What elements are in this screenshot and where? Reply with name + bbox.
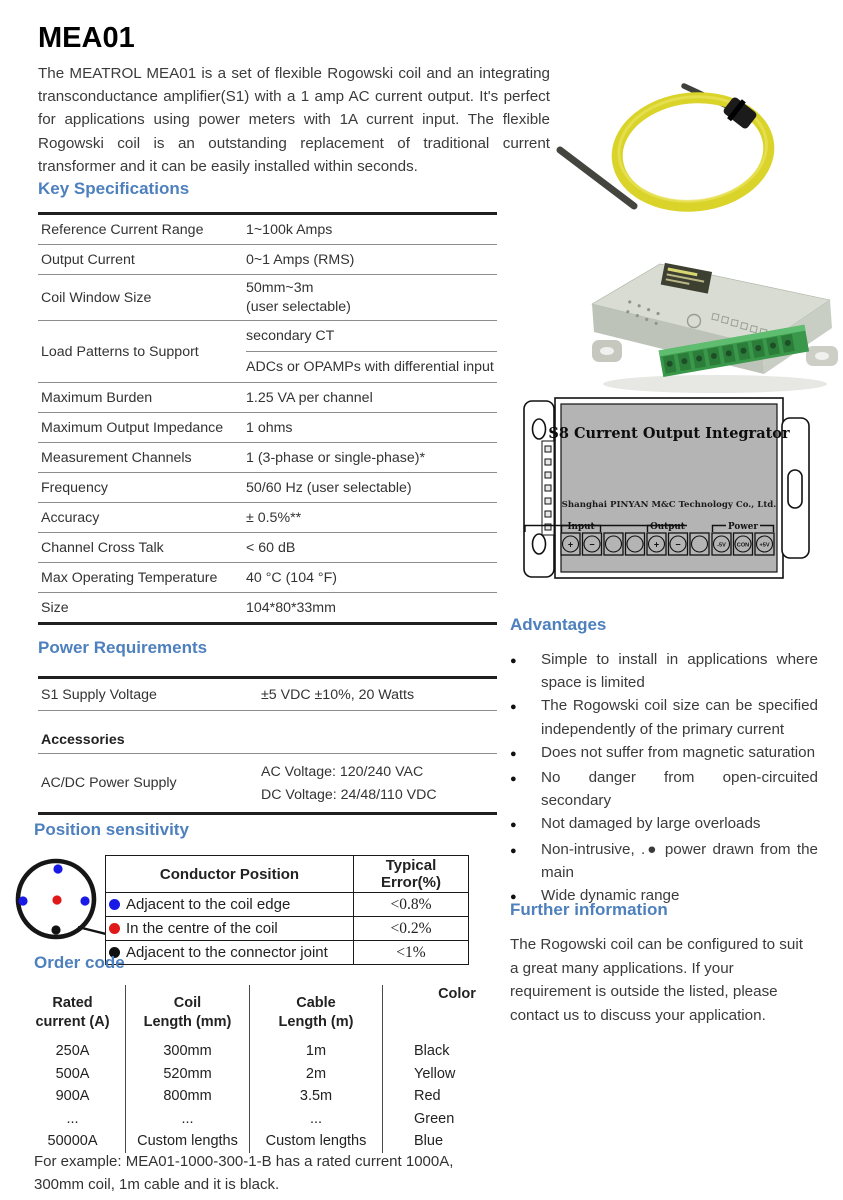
table-row [106, 917, 469, 941]
table-cell: 520mm [126, 1063, 250, 1086]
power-value-line: DC Voltage: 24/48/110 VDC [261, 786, 437, 803]
table-row [38, 215, 497, 245]
position-sensitivity-table [105, 855, 469, 965]
note-line: For example: MEA01-1000-300-1-B has a rated current 1000A, [34, 1153, 454, 1170]
black-dot-bottom [51, 925, 60, 934]
position-label: In the centre of the coil [106, 917, 354, 941]
table-cell: 500A [20, 1063, 126, 1086]
column-header: Coil Length (mm) [126, 985, 250, 1040]
blue-dot-right [80, 896, 89, 905]
red-dot-center [52, 895, 61, 904]
section-heading-advantages: Advantages [510, 615, 607, 634]
column-header: Typical Error(%) [354, 856, 469, 893]
blue-dot-icon [109, 899, 120, 910]
table-cell: Custom lengths [250, 1130, 383, 1153]
terminal-label: + [653, 539, 660, 550]
position-label: Adjacent to the connector joint [106, 941, 354, 965]
section-heading-further-information: Further information [510, 900, 668, 919]
spec-subvalue: secondary CT [246, 321, 497, 352]
table-row [38, 593, 497, 622]
spec-label: Maximum Output Impedance [41, 419, 224, 436]
further-information-paragraph: The Rogowski coil can be configured to suit a great many applications. If your requirement is outside the listed, please contact us to discuss your application. [510, 936, 803, 1024]
blue-dot-top [53, 864, 62, 873]
section-heading-power-requirements: Power Requirements [38, 638, 208, 657]
advantages-list [510, 648, 818, 909]
table-cell: 50000A [20, 1130, 126, 1153]
table-cell: ... [126, 1108, 250, 1131]
list-item: ● Non-intrusive, .● power drawn from the main [510, 838, 818, 884]
accessories-header: Accessories [38, 727, 497, 754]
table-row [38, 533, 497, 563]
table-row [38, 275, 497, 321]
bullet-icon: ● [510, 891, 517, 904]
spec-value-line: (user selectable) [246, 298, 351, 315]
note-line: 300mm coil, 1m cable and it is black. [34, 1176, 280, 1193]
table-cell: Black [414, 1043, 450, 1060]
list-item: ● The Rogowski coil size can be specified independently of the primary current [510, 694, 818, 740]
bullet-icon: ● [510, 655, 517, 667]
integrator-box-photo [590, 258, 840, 398]
power-label: AC/DC Power Supply [41, 775, 177, 791]
table-cell: 250A [20, 1040, 126, 1063]
table-row [106, 893, 469, 917]
section-heading-position-sensitivity: Position sensitivity [34, 820, 189, 839]
spec-value-line: 50mm~3m [246, 279, 314, 296]
table-row [38, 679, 497, 711]
table-row [38, 443, 497, 473]
table-row [38, 321, 497, 383]
terminal-label: − [589, 539, 595, 550]
blue-dot-left [18, 896, 27, 905]
spec-value: < 60 dB [246, 539, 296, 556]
output-group-label: Output [650, 522, 685, 532]
spec-label: Frequency [41, 479, 109, 496]
table-cell: 800mm [126, 1085, 250, 1108]
spec-value: ± 0.5%** [246, 509, 302, 526]
list-item: ● Simple to install in applications where space is limited [510, 648, 818, 694]
bullet-icon: ● [510, 747, 517, 760]
table-row [38, 413, 497, 443]
column-header: Conductor Position [106, 856, 354, 893]
table-cell: Yellow [414, 1065, 456, 1082]
page-title: MEA01 [38, 22, 135, 54]
table-cell: 1m [250, 1040, 383, 1063]
table-cell: 3.5m [250, 1085, 383, 1108]
terminal-label: + [567, 539, 574, 550]
power-label: S1 Supply Voltage [41, 686, 157, 703]
bullet-icon: ● [510, 819, 517, 832]
section-heading-order-code: Order code [34, 953, 125, 972]
table-cell: ... [250, 1108, 383, 1131]
intro-paragraph: The MEATROL MEA01 is a set of flexible Rogowski coil and an integrating transconductance amplifier(S1) with a 1 amp AC current output. It's perfect for applications using power meters with 1A current input. The flexible Rogowski coil is an outstanding replacement of traditional current transformer and it can be easily installed within seconds. [38, 65, 550, 175]
spec-label: Measurement Channels [41, 449, 192, 466]
list-item: ● Wide dynamic range [510, 884, 818, 909]
typical-error-value: <1% [354, 941, 469, 965]
spec-value [246, 321, 497, 382]
bullet-icon: ● [510, 844, 517, 857]
input-group-label: Input [567, 522, 595, 532]
table-cell: Red [414, 1088, 441, 1105]
bullet-icon: ● [510, 701, 517, 714]
power-requirements-table [38, 676, 497, 815]
power-value: ±5 VDC ±10%, 20 Watts [261, 686, 415, 703]
spec-value: 104*80*33mm [246, 599, 336, 616]
terminal-label: -5V [717, 542, 726, 549]
spec-value [246, 275, 497, 320]
position-label: Adjacent to the coil edge [106, 893, 354, 917]
bullet-icon: ● [510, 773, 517, 786]
spec-label: Max Operating Temperature [41, 569, 218, 586]
spec-label: Load Patterns to Support [41, 343, 199, 360]
table-cell: Blue [414, 1133, 444, 1150]
list-item: ● Not damaged by large overloads [510, 812, 818, 837]
typical-error-value: <0.8% [354, 893, 469, 917]
spec-value: 1.25 VA per channel [246, 389, 373, 406]
typical-error-value: <0.2% [354, 917, 469, 941]
order-code-example-note [34, 1150, 453, 1196]
spec-label: Reference Current Range [41, 221, 204, 238]
list-item: ● No danger from open-circuited secondary [510, 766, 818, 812]
table-cell: 2m [250, 1063, 383, 1086]
terminal-label: − [675, 539, 681, 550]
power-group-label: Power [727, 522, 759, 532]
spec-value: 0~1 Amps (RMS) [246, 251, 355, 268]
terminal-label: CON [736, 542, 750, 549]
table-row [38, 754, 497, 815]
spec-label: Maximum Burden [41, 389, 153, 406]
column-header: Cable Length (m) [250, 985, 383, 1040]
table-row [38, 503, 497, 533]
power-value [261, 754, 497, 812]
spec-value: 1 ohms [246, 419, 293, 436]
spec-value: 50/60 Hz (user selectable) [246, 479, 412, 496]
table-cell: 300mm [126, 1040, 250, 1063]
spec-value: 1 (3-phase or single-phase)* [246, 449, 426, 466]
key-specifications-table [38, 212, 497, 625]
table-cell: Custom lengths [126, 1130, 250, 1153]
list-item: ● Does not suffer from magnetic saturation [510, 741, 818, 766]
table-cell: Green [414, 1110, 455, 1127]
section-heading-key-specifications: Key Specifications [38, 179, 190, 198]
spec-subvalue: ADCs or OPAMPs with differential input [246, 359, 494, 375]
order-code-table [20, 985, 500, 1153]
table-row [38, 473, 497, 503]
column-header: Color [438, 986, 476, 1002]
table-cell: ... [20, 1108, 126, 1131]
panel-title: S8 Current Output Integrator [548, 425, 790, 442]
power-value-line: AC Voltage: 120/240 VAC [261, 763, 424, 780]
company-name: Shanghai PINYAN M&C Technology Co., Ltd. [561, 500, 777, 510]
integrator-panel-diagram [520, 395, 820, 595]
terminal-label: +5V [759, 542, 770, 549]
table-row [106, 941, 469, 965]
spec-label: Size [41, 599, 69, 616]
column-header: Rated current (A) [20, 985, 126, 1040]
spec-label: Coil Window Size [41, 289, 152, 306]
table-cell: 900A [20, 1085, 126, 1108]
table-row [38, 245, 497, 275]
spec-value: 1~100k Amps [246, 221, 333, 238]
spec-label: Output Current [41, 251, 135, 268]
table-row [38, 563, 497, 593]
spec-label: Accuracy [41, 509, 100, 526]
red-dot-icon [109, 923, 120, 934]
table-row [38, 383, 497, 413]
spec-value: 40 °C (104 °F) [246, 569, 337, 586]
spec-label: Channel Cross Talk [41, 539, 164, 556]
coil-position-diagram [12, 854, 106, 950]
rogowski-coil-photo [550, 40, 843, 255]
